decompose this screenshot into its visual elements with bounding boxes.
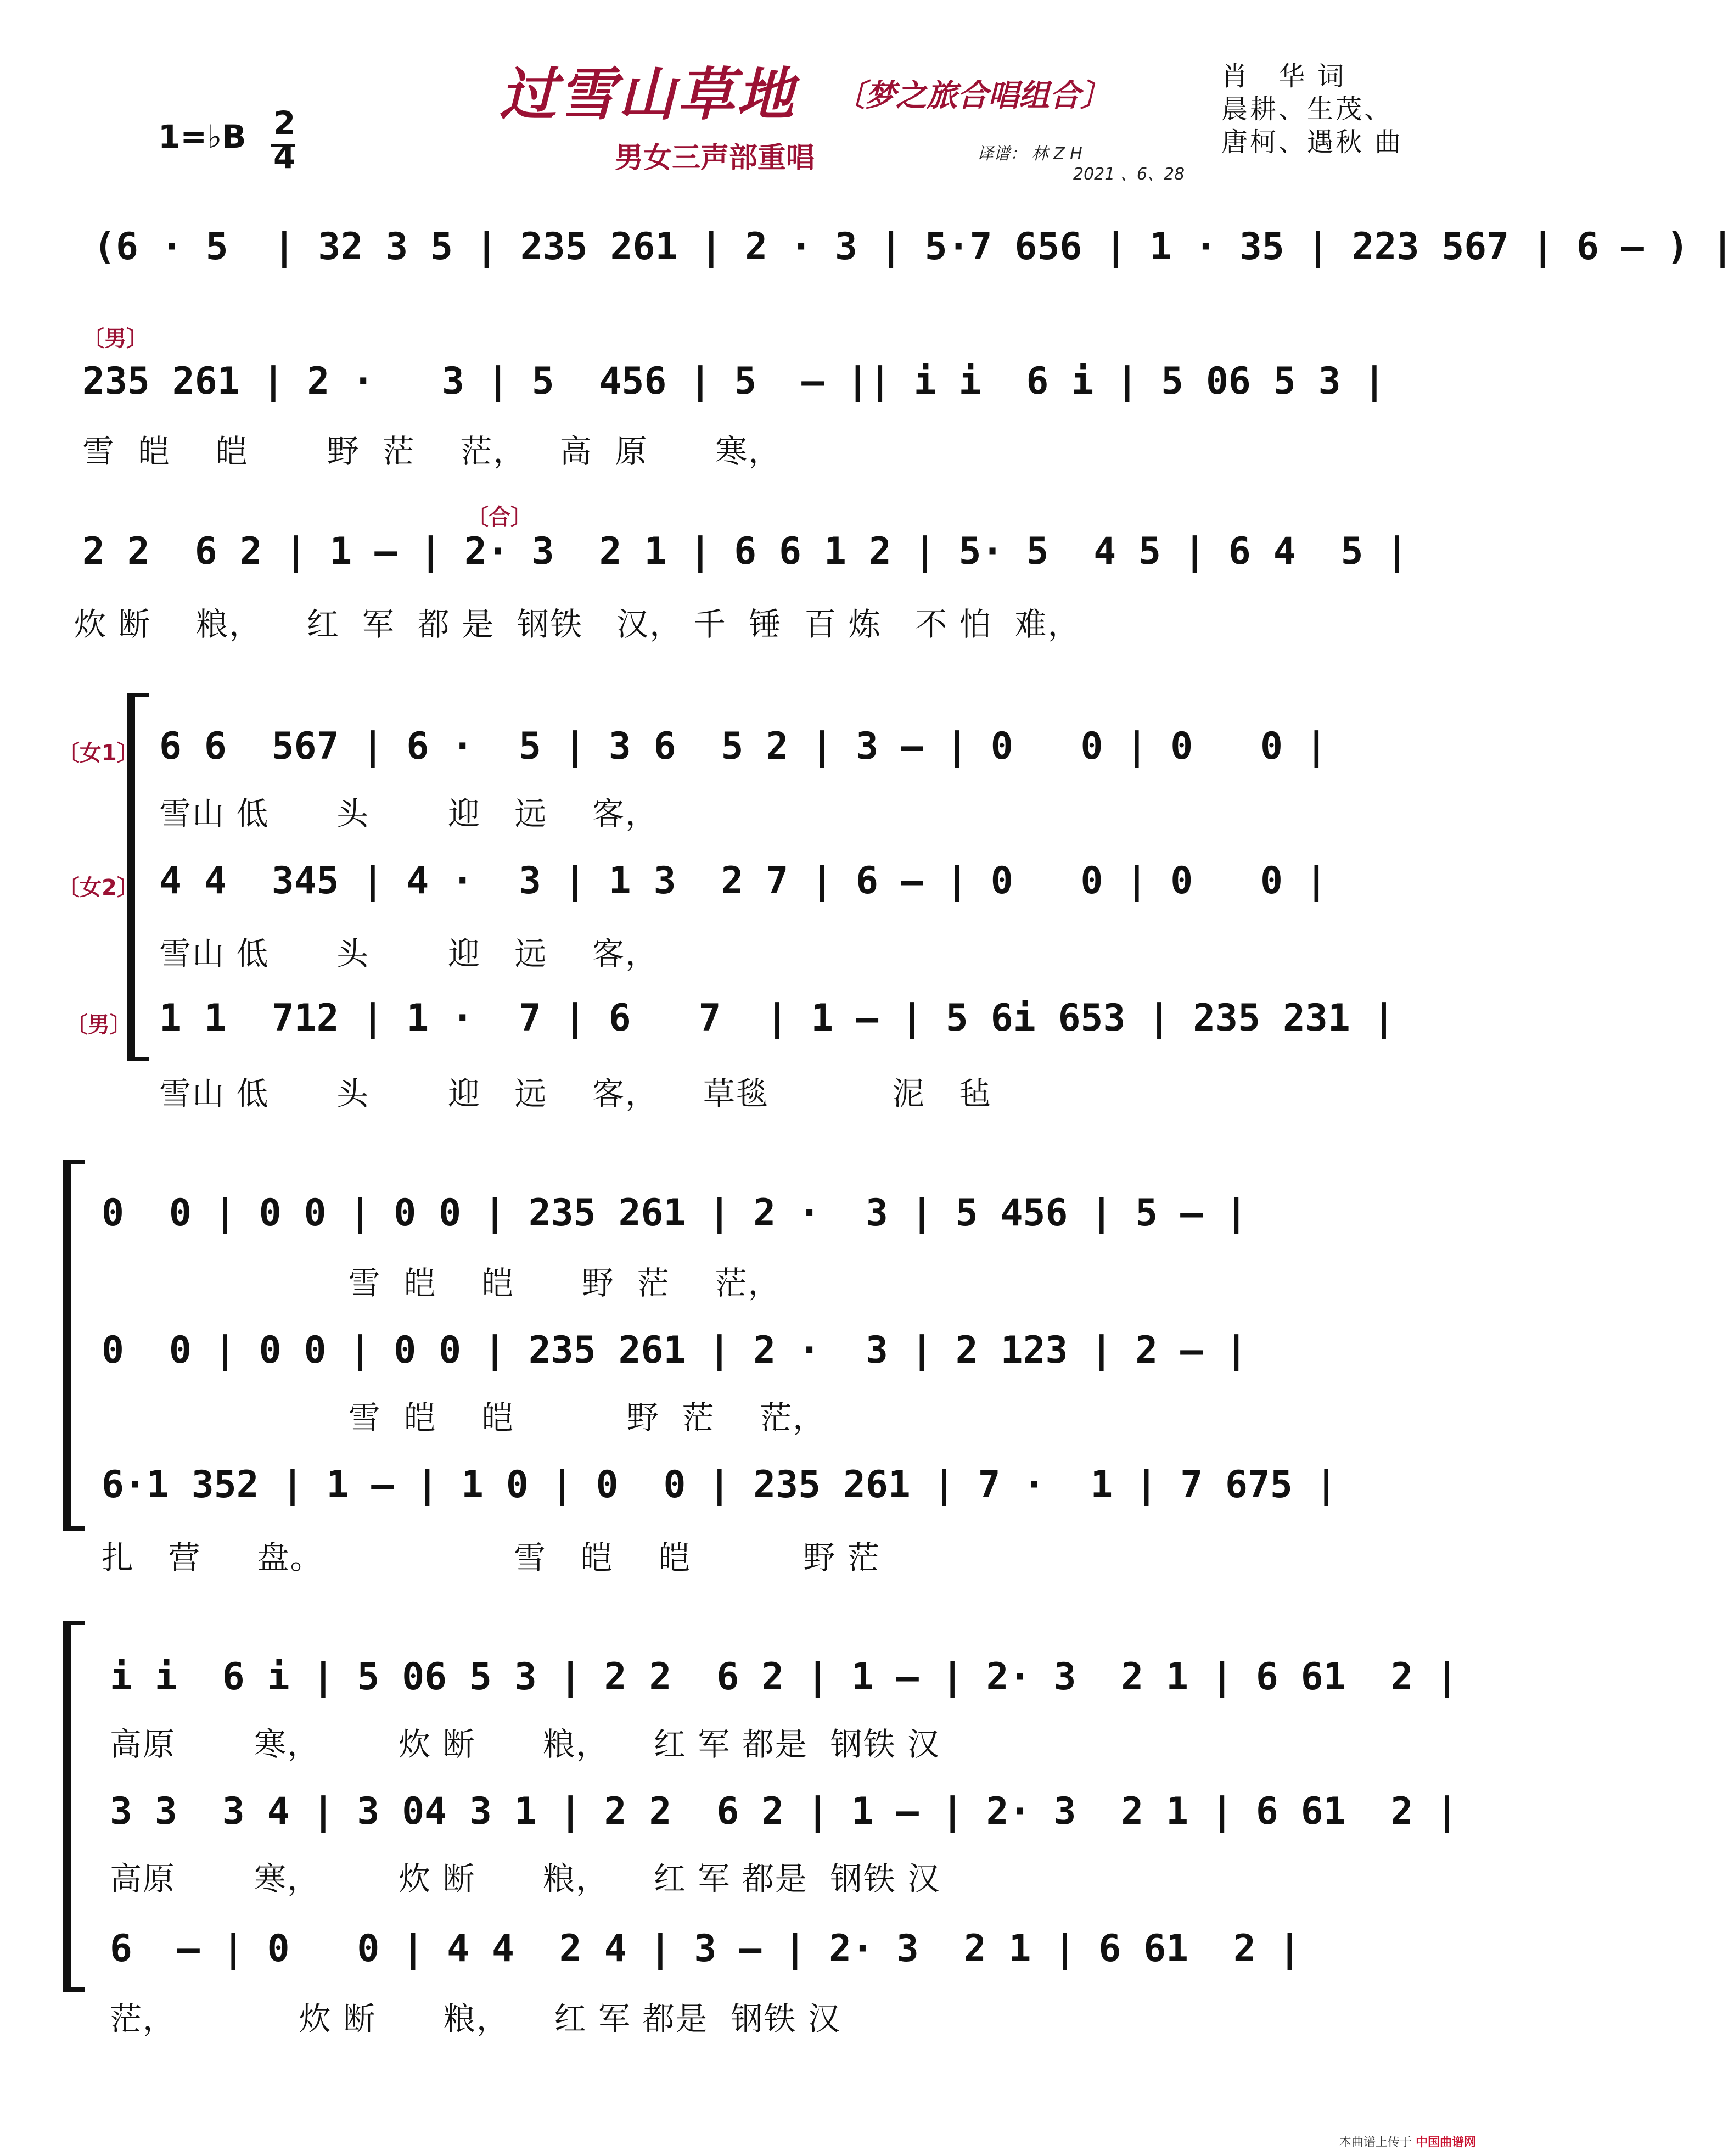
footer-uploaded-text: 本曲谱上传于 <box>1339 2136 1412 2149</box>
system3-lyrics: 炊 断 粮， 红 军 都 是 钢铁 汉， 千 锤 百 炼 不 怕 难， <box>74 606 1081 643</box>
system4-voice1-notes: 6 6 567 | 6 · 5 | 3 6 5 2 | 3 – | 0 0 | 0 0 | <box>159 725 1328 768</box>
part-label-tutti: 〔合〕 <box>467 505 532 530</box>
system4-voice3-notes: 1 1 712 | 1 · 7 | 6 7 | 1 – | 5 6i 653 | 235 231 | <box>159 996 1395 1040</box>
system6-voice1-lyrics: 高原 寒， 炊 断 粮， 红 军 都是 钢铁 汉 <box>110 1726 941 1763</box>
system4-voice2-lyrics: 雪山 低 头 迎 远 客， <box>159 935 659 972</box>
footer-site-logo: 中国曲谱网 <box>1416 2136 1477 2149</box>
arranger-credit: 译谱： 林 Z H <box>977 144 1082 164</box>
time-signature-denominator: 4 <box>273 138 296 176</box>
system2-lyrics: 雪 皑 皑 野 茫 茫， 高 原 寒， <box>82 433 782 470</box>
page-title: 过雪山草地 <box>500 61 796 128</box>
system6-voice2-lyrics: 高原 寒， 炊 断 粮， 红 军 都是 钢铁 汉 <box>110 1860 941 1897</box>
part-label-female1: 〔女1〕 <box>58 741 139 766</box>
footer-upload-note <box>1339 2133 1476 2150</box>
system4-voice3-lyrics: 雪山 低 头 迎 远 客， 草毯 泥 毡 <box>159 1075 992 1112</box>
intro-notes: (6 · 5 | 32 3 5 | 235 261 | 2 · 3 | 5·7 656 | 1 · 35 | 223 567 | 6 – ) | <box>93 225 1734 268</box>
system6-voice2-notes: 3 3 3 4 | 3 04 3 1 | 2 2 6 2 | 1 – | 2· 3 2 1 | 6 61 2 | <box>110 1790 1458 1833</box>
part-label-male: 〔男〕 <box>82 326 148 351</box>
system4-voice2-notes: 4 4 345 | 4 · 3 | 1 3 2 7 | 6 – | 0 0 | 0 0 | <box>159 859 1328 903</box>
system6-voice3-lyrics: 茫， 炊 断 粮， 红 军 都是 钢铁 汉 <box>110 2000 841 2037</box>
system5-voice1-lyrics: 雪 皑 皑 野 茫 茫， <box>102 1264 781 1302</box>
system5-bracket <box>63 1164 71 1526</box>
system6-voice3-notes: 6 – | 0 0 | 4 4 2 4 | 3 – | 2· 3 2 1 | 6 61 2 | <box>110 1927 1301 1970</box>
system5-voice2-lyrics: 雪 皑 皑 野 茫 茫， <box>102 1399 826 1436</box>
part-label-female2: 〔女2〕 <box>58 875 139 900</box>
time-signature-numerator: 2 <box>273 104 296 142</box>
system5-voice3-notes: 6·1 352 | 1 – | 1 0 | 0 0 | 235 261 | 7 · 1 | 7 675 | <box>102 1463 1338 1507</box>
composer-credit-line1: 晨耕、生茂、 <box>1221 94 1393 125</box>
system6-voice1-notes: i i 6 i | 5 06 5 3 | 2 2 6 2 | 1 – | 2· 3 2 1 | 6 61 2 | <box>110 1655 1458 1699</box>
system5-voice1-notes: 0 0 | 0 0 | 0 0 | 235 261 | 2 · 3 | 5 456 | 5 – | <box>102 1191 1248 1235</box>
system4-voice1-lyrics: 雪山 低 头 迎 远 客， <box>159 795 659 832</box>
subtitle: 男女三声部重唱 <box>615 142 815 175</box>
part-label-male-voice3: 〔男〕 <box>66 1012 132 1038</box>
arrangement-date: 2021 、6、28 <box>1073 165 1185 184</box>
system6-bracket <box>63 1625 71 1987</box>
composer-credit-line2: 唐柯、遇秋 曲 <box>1221 127 1404 158</box>
system5-voice2-notes: 0 0 | 0 0 | 0 0 | 235 261 | 2 · 3 | 2 123 | 2 – | <box>102 1329 1248 1372</box>
performer-group: 〔梦之旅合唱组合〕 <box>834 78 1111 114</box>
system2-notes: 235 261 | 2 · 3 | 5 456 | 5 – || i i 6 i | 5 06 5 3 | <box>82 360 1386 403</box>
lyricist-credit: 肖 华 词 <box>1221 61 1346 92</box>
key-signature: 1=♭B <box>158 118 246 155</box>
system3-notes: 2 2 6 2 | 1 – | 2· 3 2 1 | 6 6 1 2 | 5· 5 4 5 | 6 4 5 | <box>82 530 1408 573</box>
system5-voice3-lyrics: 扎 营 盘。 雪 皑 皑 野 茫 <box>102 1539 880 1576</box>
